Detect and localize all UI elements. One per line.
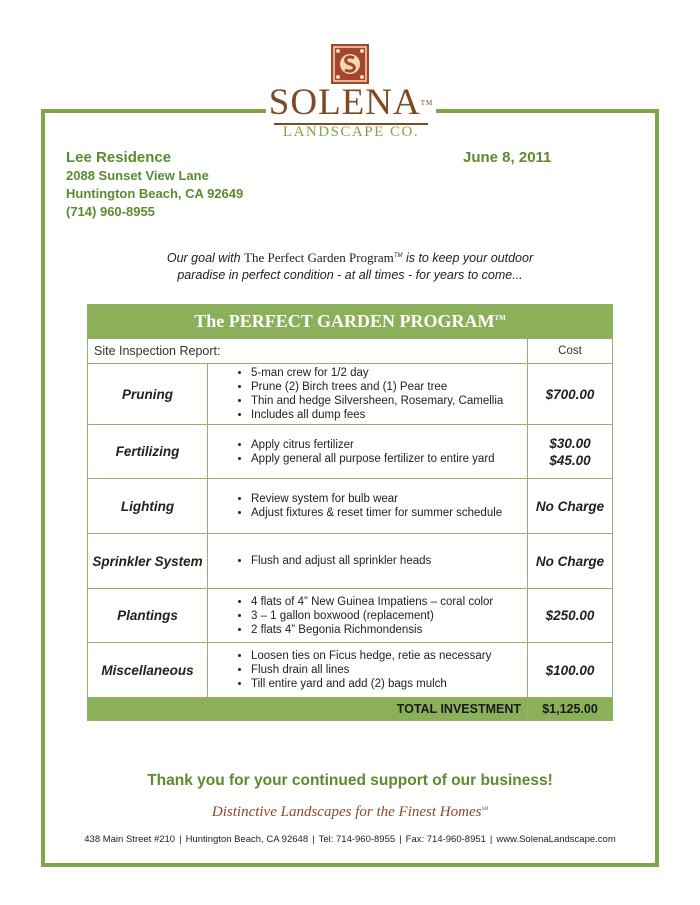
table-row — [88, 643, 613, 698]
footer-separator: | — [399, 834, 402, 845]
client-city: Huntington Beach, CA 92649 — [66, 186, 244, 201]
service-cost — [528, 589, 613, 643]
goal-trademark: TM — [393, 253, 403, 259]
goal-program-name: The Perfect Garden Program — [244, 250, 394, 266]
service-description — [208, 643, 528, 698]
cost-value: $700.00 — [545, 386, 595, 402]
tagline-servicemark: SM — [481, 807, 489, 812]
service-cost — [528, 643, 613, 698]
thank-you-message: Thank you for your continued support of our business! — [147, 772, 553, 789]
client-phone: (714) 960-8955 — [66, 204, 155, 219]
service-name: Lighting — [88, 479, 208, 534]
report-date: June 8, 2011 — [463, 149, 552, 166]
service-item: • 2 flats 4” Begonia Richmondensis — [251, 623, 527, 637]
client-street: 2088 Sunset View Lane — [66, 168, 209, 183]
service-name: Plantings — [88, 589, 208, 643]
footer-separator: | — [489, 834, 493, 845]
service-name: Pruning — [88, 364, 208, 425]
service-item: • 3 – 1 gallon boxwood (replacement) — [251, 609, 527, 623]
service-name: Sprinkler System — [88, 534, 208, 589]
service-cost — [528, 534, 613, 589]
logo-trademark: TM — [420, 99, 434, 107]
service-item: • Apply citrus fertilizer — [251, 438, 527, 452]
goal-text-post: is to keep your outdoor — [402, 251, 534, 266]
company-logo — [266, 41, 436, 140]
service-item: • Includes all dump fees — [251, 408, 527, 422]
footer-separator: | — [312, 834, 315, 845]
program-title: The PERFECT GARDEN PROGRAM™ — [88, 305, 613, 339]
service-item: • Adjust fixtures & reset timer for summer schedule — [251, 506, 527, 520]
service-item: • Review system for bulb wear — [251, 492, 527, 506]
table-row — [88, 534, 613, 589]
footer-city: Huntington Beach, CA 92648 — [185, 834, 309, 845]
logo-subtitle: LANDSCAPE CO. — [282, 124, 420, 140]
table-row — [88, 479, 613, 534]
goal-statement — [88, 248, 612, 284]
service-item: • Flush and adjust all sprinkler heads — [251, 554, 527, 568]
program-trademark: TM — [494, 314, 506, 322]
table-row — [88, 589, 613, 643]
logo-name: SOLENA™ — [268, 82, 434, 123]
table-row — [88, 364, 613, 425]
solena-emblem-icon — [330, 43, 370, 85]
goal-text-line2: paradise in perfect condition - at all times - for years to come... — [177, 268, 523, 283]
cost-value: No Charge — [535, 553, 605, 569]
footer-tel: Tel: 714-960-8955 — [318, 834, 396, 845]
cost-value: No Charge — [535, 498, 605, 514]
service-description — [208, 534, 528, 589]
total-row — [88, 698, 613, 721]
service-item: • Till entire yard and add (2) bags mulch — [251, 677, 527, 691]
service-cost — [528, 479, 613, 534]
service-item: • Thin and hedge Silversheen, Rosemary, Camellia — [251, 394, 527, 408]
service-item: • Prune (2) Birch trees and (1) Pear tree — [251, 380, 527, 394]
service-description — [208, 425, 528, 479]
client-name: Lee Residence — [66, 149, 172, 166]
program-table — [87, 304, 613, 721]
cost-value: $45.00 — [549, 452, 591, 468]
service-item: • Loosen ties on Ficus hedge, retie as necessary — [251, 649, 527, 663]
service-item: • Flush drain all lines — [251, 663, 527, 677]
footer-fax: Fax: 714-960-8951 — [405, 834, 486, 845]
service-name: Miscellaneous — [88, 643, 208, 698]
cost-value: $250.00 — [545, 608, 595, 623]
site-inspection-label: Site Inspection Report: — [88, 339, 528, 364]
client-address-block — [66, 149, 243, 221]
cost-value: $30.00 — [549, 435, 591, 451]
total-value: $1,125.00 — [528, 698, 613, 721]
total-label: TOTAL INVESTMENT — [88, 698, 528, 721]
service-description — [208, 589, 528, 643]
goal-text-pre: Our goal with — [166, 251, 244, 266]
service-cost — [528, 364, 613, 425]
service-item: • 5-man crew for 1/2 day — [251, 366, 527, 380]
tagline: Distinctive Landscapes for the Finest Homes℠ — [211, 804, 489, 820]
service-name: Fertilizing — [88, 425, 208, 479]
service-cost — [528, 425, 613, 479]
service-description — [208, 479, 528, 534]
footer-website: www.SolenaLandscape.com — [496, 834, 616, 845]
service-description — [208, 364, 528, 425]
footer-separator: | — [179, 834, 182, 845]
cost-value: $100.00 — [545, 662, 595, 678]
footer-contact — [45, 834, 655, 845]
cost-column-header: Cost — [528, 339, 613, 364]
footer-address: 438 Main Street #210 — [84, 834, 176, 845]
service-item: • 4 flats of 4” New Guinea Impatiens – coral color — [251, 595, 527, 609]
table-row — [88, 425, 613, 479]
service-item: • Apply general all purpose fertilizer to entire yard — [251, 452, 527, 466]
